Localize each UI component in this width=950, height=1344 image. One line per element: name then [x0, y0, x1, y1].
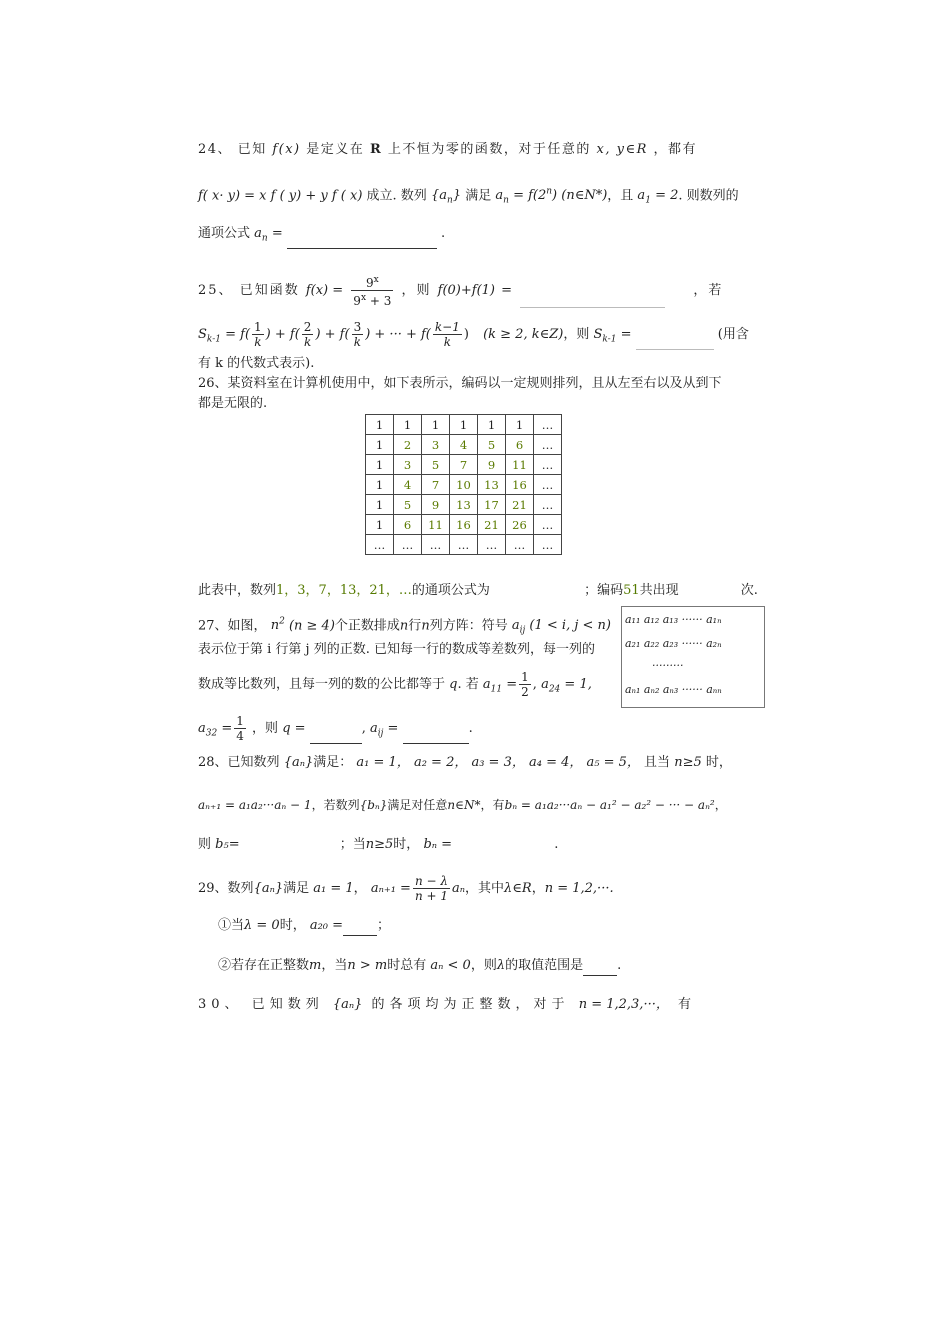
q27-text: 列方阵：符号 — [429, 618, 508, 634]
q26-text: 某资料室在计算机使用中，如下表所示，编码以一定规则排列，且从左至右以及从到下 — [227, 376, 722, 391]
q24-fx: f(x) — [272, 142, 301, 157]
q28-vals: a₁ = 1， a₂ = 2， a₃ = 3， a₄ = 4， a₅ = 5， — [356, 755, 640, 770]
table-cell: … — [478, 535, 506, 555]
q28-text: 且当 — [644, 755, 671, 770]
table-cell: 4 — [394, 475, 422, 495]
table-cell: 1 — [366, 475, 394, 495]
table-cell: 1 — [366, 515, 394, 535]
q29-lam2: λ — [496, 958, 506, 973]
q25-answer-blank-1[interactable] — [520, 293, 665, 308]
q30-text: 已知数列 — [251, 997, 324, 1012]
q29-an-tail: aₙ — [452, 881, 466, 896]
q24-xy: x, y∈R — [596, 142, 648, 157]
table-cell: … — [534, 455, 562, 475]
table-cell: 26 — [506, 515, 534, 535]
q29-an1: aₙ₊₁ = — [370, 881, 411, 896]
q27-text: 如图， — [227, 618, 267, 634]
table-cell: 4 — [450, 435, 478, 455]
q29-text: 的取值范围是 — [505, 958, 584, 973]
q27-matrix-row: a₂₁ a₂₂ a₂₃ ······ a₂ₙ — [625, 637, 722, 650]
q27-n2: $n^2$ — [270, 617, 285, 634]
q29-text: ，则 — [470, 958, 497, 973]
q27-text: 个正数排成 — [334, 618, 400, 634]
q26-code-table — [365, 414, 562, 555]
table-cell: … — [534, 495, 562, 515]
table-cell: … — [534, 535, 562, 555]
q27-answer-blank-q[interactable] — [310, 729, 362, 744]
table-cell: 21 — [478, 515, 506, 535]
q27-aij2: $a_{ij}$ = — [369, 721, 399, 739]
q30-n-vals: n = 1,2,3,···， — [578, 997, 669, 1012]
q24-label: 24、 — [198, 142, 233, 157]
q28-an: {aₙ} — [283, 755, 314, 770]
q29-text: ，当 — [321, 958, 348, 973]
table-cell: … — [534, 415, 562, 435]
q29-sub1 — [218, 916, 390, 936]
table-cell: … — [534, 475, 562, 495]
q27-answer-blank-aij[interactable] — [403, 729, 469, 744]
q29-cond: λ = 0 — [244, 918, 280, 933]
q25-frac-1: $\frac{1}{k}$ — [254, 320, 262, 349]
q26-label: 26、 — [198, 376, 228, 391]
q28-text: 满足： — [313, 755, 353, 770]
table-cell: 3 — [394, 455, 422, 475]
q29-text: 数列 — [227, 881, 254, 896]
q24-a1: $a_1 = 2$ — [637, 188, 679, 206]
table-cell: … — [534, 435, 562, 455]
q24-an-set: $\{a_n\}$ — [430, 188, 462, 206]
q29-an-neg: aₙ < 0 — [430, 958, 471, 973]
q24-text: 是定义在 — [306, 142, 365, 157]
q27-quarter: $\frac{1}{4}$ — [236, 714, 244, 743]
q25-dots: ) + ··· + f( — [365, 327, 431, 342]
q30-label: 30、 — [198, 997, 243, 1012]
table-cell: 7 — [450, 455, 478, 475]
q27-cond: (n ≥ 4) — [288, 618, 335, 634]
q27-q-eq: q = — [282, 721, 306, 736]
q29-m: m — [309, 958, 322, 973]
q29-text: 时总有 — [387, 958, 427, 973]
q25-text: (用含 — [717, 327, 749, 342]
q29-text: ， — [353, 881, 367, 896]
table-cell: 1 — [366, 495, 394, 515]
table-cell: … — [422, 535, 450, 555]
q29-text: 时， — [279, 918, 306, 933]
q24-text: 已知 — [237, 142, 267, 157]
q27-text: 数成等比数列，且每一列的数的公比都等于 — [198, 677, 446, 692]
q29-answer-blank-1[interactable] — [343, 921, 377, 936]
q27-half: $\frac{1}{2}$ — [521, 670, 529, 699]
q25-line3 — [198, 354, 314, 374]
table-cell: 6 — [506, 435, 534, 455]
q30-text: 有 — [677, 997, 696, 1012]
table-cell: 11 — [422, 515, 450, 535]
q25-cond: (k ≥ 2, k∈Z) — [483, 327, 564, 342]
q24-an: $a_n$ = — [254, 226, 283, 244]
table-row — [366, 515, 562, 535]
table-cell: … — [534, 515, 562, 535]
table-cell: 11 — [506, 455, 534, 475]
q25-frac-3: $\frac{3}{k}$ — [353, 320, 362, 349]
table-cell: 3 — [422, 435, 450, 455]
q28-nN: n∈N* — [447, 798, 481, 812]
q26-line3 — [198, 581, 758, 601]
q25-S2: $S_{k-1}$ = — [593, 327, 632, 345]
table-cell: 5 — [394, 495, 422, 515]
q25-text: ，若 — [693, 283, 724, 298]
q27-a24: $a_{24} = 1$, — [541, 677, 592, 695]
table-cell: 1 — [506, 415, 534, 435]
q29-a1: a₁ = 1 — [313, 881, 354, 896]
q30-text: 的各项均为正整数，对于 — [371, 997, 570, 1012]
q28-bn: {bₙ} — [359, 798, 388, 812]
q24-text: ，都有 — [653, 142, 698, 157]
q24-text: 通项公式 — [198, 226, 251, 241]
q29-nm: n > m — [347, 958, 388, 973]
table-cell: 2 — [394, 435, 422, 455]
q28-bn-eq: bₙ = — [423, 837, 453, 852]
q27-line1 — [198, 612, 611, 641]
q27-matrix-row: ········· — [652, 659, 684, 672]
q27-text: . — [468, 721, 473, 736]
q25-close: ) — [463, 327, 469, 342]
table-cell: 7 — [422, 475, 450, 495]
q29-lam: λ∈R — [504, 881, 532, 896]
q28-recurrence: aₙ₊₁ = a₁a₂···aₙ − 1 — [198, 798, 312, 812]
q27-text: 表示位于第 i 行第 j 列的正数. 已知每一行的数成等差数列，每一列的 — [198, 642, 595, 657]
q25-label: 25、 — [198, 283, 234, 298]
q29-label: 29、 — [198, 881, 228, 896]
q29-frac: $\frac{n - \lambda}{n + 1}$ — [414, 874, 448, 903]
table-cell: 10 — [450, 475, 478, 495]
table-cell: … — [394, 535, 422, 555]
q29-n-vals: n = 1,2,···. — [544, 881, 614, 896]
table-cell: 1 — [366, 415, 394, 435]
q24-text: 成立. 数列 — [366, 188, 427, 204]
q25-frac-k: $\frac{k-1}{k}$ — [434, 320, 460, 349]
q25-plus: ) + f( — [315, 327, 350, 342]
q27-n: n — [421, 618, 430, 634]
table-cell: 1 — [478, 415, 506, 435]
table-cell: … — [506, 535, 534, 555]
q24-text: 满足 — [465, 188, 492, 204]
q27-line4: $a_{32}$ = $\frac{1}{4}$ ，则 q = , $a_{ij}$ = . — [198, 714, 473, 743]
q27-label: 27、 — [198, 618, 228, 634]
q27-text: 行 — [408, 618, 422, 634]
table-cell: 1 — [450, 415, 478, 435]
q29-line1 — [198, 874, 614, 903]
q28-line2 — [198, 795, 727, 815]
q27-matrix-row: a₁₁ a₁₂ a₁₃ ······ a₁ₙ — [625, 613, 722, 626]
table-cell: 6 — [394, 515, 422, 535]
q28-text: 时， — [393, 837, 420, 852]
q28-line1 — [198, 753, 732, 773]
q28-n5b: n≥5 — [365, 837, 394, 852]
q26-text: 的通项公式为 — [411, 583, 490, 598]
q27-matrix-figure — [621, 606, 765, 708]
q25-fraction: $\frac{9^x}{9^x + 3}$ — [353, 275, 392, 308]
q24-line2 — [198, 182, 739, 211]
q26-text: 共出现 — [639, 583, 679, 598]
q27-a11: $a_{11}$ = — [482, 677, 518, 695]
q28-text: . — [554, 837, 559, 852]
table-cell: 13 — [478, 475, 506, 495]
q24-text: . 则数列的 — [678, 188, 739, 204]
q28-text: 时， — [705, 755, 732, 770]
q25-frac-2: $\frac{2}{k}$ — [303, 320, 312, 349]
q29-answer-blank-2[interactable] — [583, 961, 617, 976]
q29-sub2 — [218, 956, 621, 976]
table-cell: … — [450, 535, 478, 555]
q30-line1 — [198, 995, 696, 1015]
q28-text: 已知数列 — [227, 755, 280, 770]
q25-text: 有 k 的代数式表示). — [198, 356, 315, 371]
q25-plus: ) + f( — [265, 327, 300, 342]
table-cell: 1 — [394, 415, 422, 435]
q28-line3 — [198, 835, 558, 855]
table-cell: 9 — [478, 455, 506, 475]
table-cell: 1 — [366, 455, 394, 475]
q24-line3 — [198, 224, 445, 249]
q25-text: ，则 — [401, 283, 432, 298]
q26-text: ；编码 — [584, 583, 624, 598]
q25-text: 已知函数 — [239, 283, 300, 298]
q24-functional-eq: f( x· y) = x f ( y) + y f ( x) — [198, 188, 363, 204]
q29-text: ①当 — [218, 918, 245, 933]
q27-text: . 若 — [457, 677, 479, 692]
q25-line1 — [198, 273, 723, 308]
q28-label: 28、 — [198, 755, 228, 770]
q24-an-formula: $a_n = f(2^n)$ (n∈N*) — [495, 187, 608, 206]
q25-line2 — [198, 320, 749, 350]
q27-line2 — [198, 640, 595, 660]
q24-text: ，且 — [607, 188, 634, 204]
q28-text: ，有 — [480, 798, 505, 812]
q26-code51: 51 — [623, 583, 640, 598]
q27-aij: $a_{ij}$ (1 < i, j < n) — [511, 618, 611, 636]
q27-a32: $a_{32}$ = — [198, 721, 233, 739]
q29-an: {aₙ} — [253, 881, 284, 896]
table-cell: 1 — [422, 415, 450, 435]
q25-S: $S_{k-1} = f$( — [198, 327, 251, 345]
q28-text: ， — [714, 798, 727, 812]
q27-matrix-row: aₙ₁ aₙ₂ aₙ₃ ······ aₙₙ — [625, 683, 722, 696]
q25-answer-blank-2[interactable] — [636, 335, 714, 350]
q26-seq: 1，3，7，13，21，… — [276, 583, 412, 598]
table-cell: 16 — [506, 475, 534, 495]
table-row — [366, 475, 562, 495]
table-row — [366, 435, 562, 455]
q26-text: 次. — [740, 583, 758, 598]
table-cell: 9 — [422, 495, 450, 515]
q27-q: q — [449, 677, 458, 692]
q28-text: ，若数列 — [311, 798, 360, 812]
q25-eq: = — [501, 283, 515, 298]
q28-b5: b₅= — [215, 837, 240, 852]
q28-text: 则 — [198, 837, 212, 852]
table-row — [366, 415, 562, 435]
table-cell: 16 — [450, 515, 478, 535]
q28-bn-formula: bₙ = a₁a₂···aₙ − a₁² − a₂² − ··· − aₙ² — [504, 798, 715, 812]
table-row — [366, 535, 562, 555]
q26-line2 — [198, 394, 267, 414]
q29-text: ； — [377, 918, 391, 933]
q26-line1 — [198, 374, 722, 394]
table-cell: 21 — [506, 495, 534, 515]
q29-text: 满足 — [283, 881, 310, 896]
table-cell: 13 — [450, 495, 478, 515]
q27-text: ，则 — [252, 721, 279, 736]
q25-fx: f(x) = — [305, 283, 344, 298]
q28-text: 满足对任意 — [387, 798, 448, 812]
q29-a20: a₂₀ = — [309, 918, 344, 933]
q24-text: . — [441, 226, 446, 241]
table-cell: 5 — [422, 455, 450, 475]
q26-text: 都是无限的. — [198, 396, 268, 411]
q24-line1 — [198, 140, 697, 160]
q29-text: ，其中 — [465, 881, 505, 896]
q28-n5: n≥5 — [674, 755, 702, 770]
table-cell: 5 — [478, 435, 506, 455]
q27-line3: 数成等比数列，且每一列的数的公比都等于 q. 若 $a_{11}$ = $\frac{1}{2}$ , $a_{24} = 1$, — [198, 670, 592, 699]
q29-text: ②若存在正整数 — [218, 958, 310, 973]
q29-text: . — [617, 958, 622, 973]
q27-n: n — [399, 618, 409, 634]
q29-text: ， — [531, 881, 545, 896]
q24-R: R — [369, 142, 383, 157]
q26-text: 此表中，数列 — [198, 583, 277, 598]
table-row — [366, 455, 562, 475]
q25-f-expr: f(0)+f(1) — [437, 283, 496, 298]
table-cell: 1 — [366, 435, 394, 455]
q24-text: 上不恒为零的函数，对于任意的 — [387, 142, 591, 157]
table-row — [366, 495, 562, 515]
q25-text: ，则 — [563, 327, 590, 342]
table-cell: 17 — [478, 495, 506, 515]
q28-text: ；当 — [339, 837, 366, 852]
table-cell: … — [366, 535, 394, 555]
q30-an: {aₙ} — [332, 997, 363, 1012]
q24-answer-blank[interactable] — [287, 234, 437, 249]
